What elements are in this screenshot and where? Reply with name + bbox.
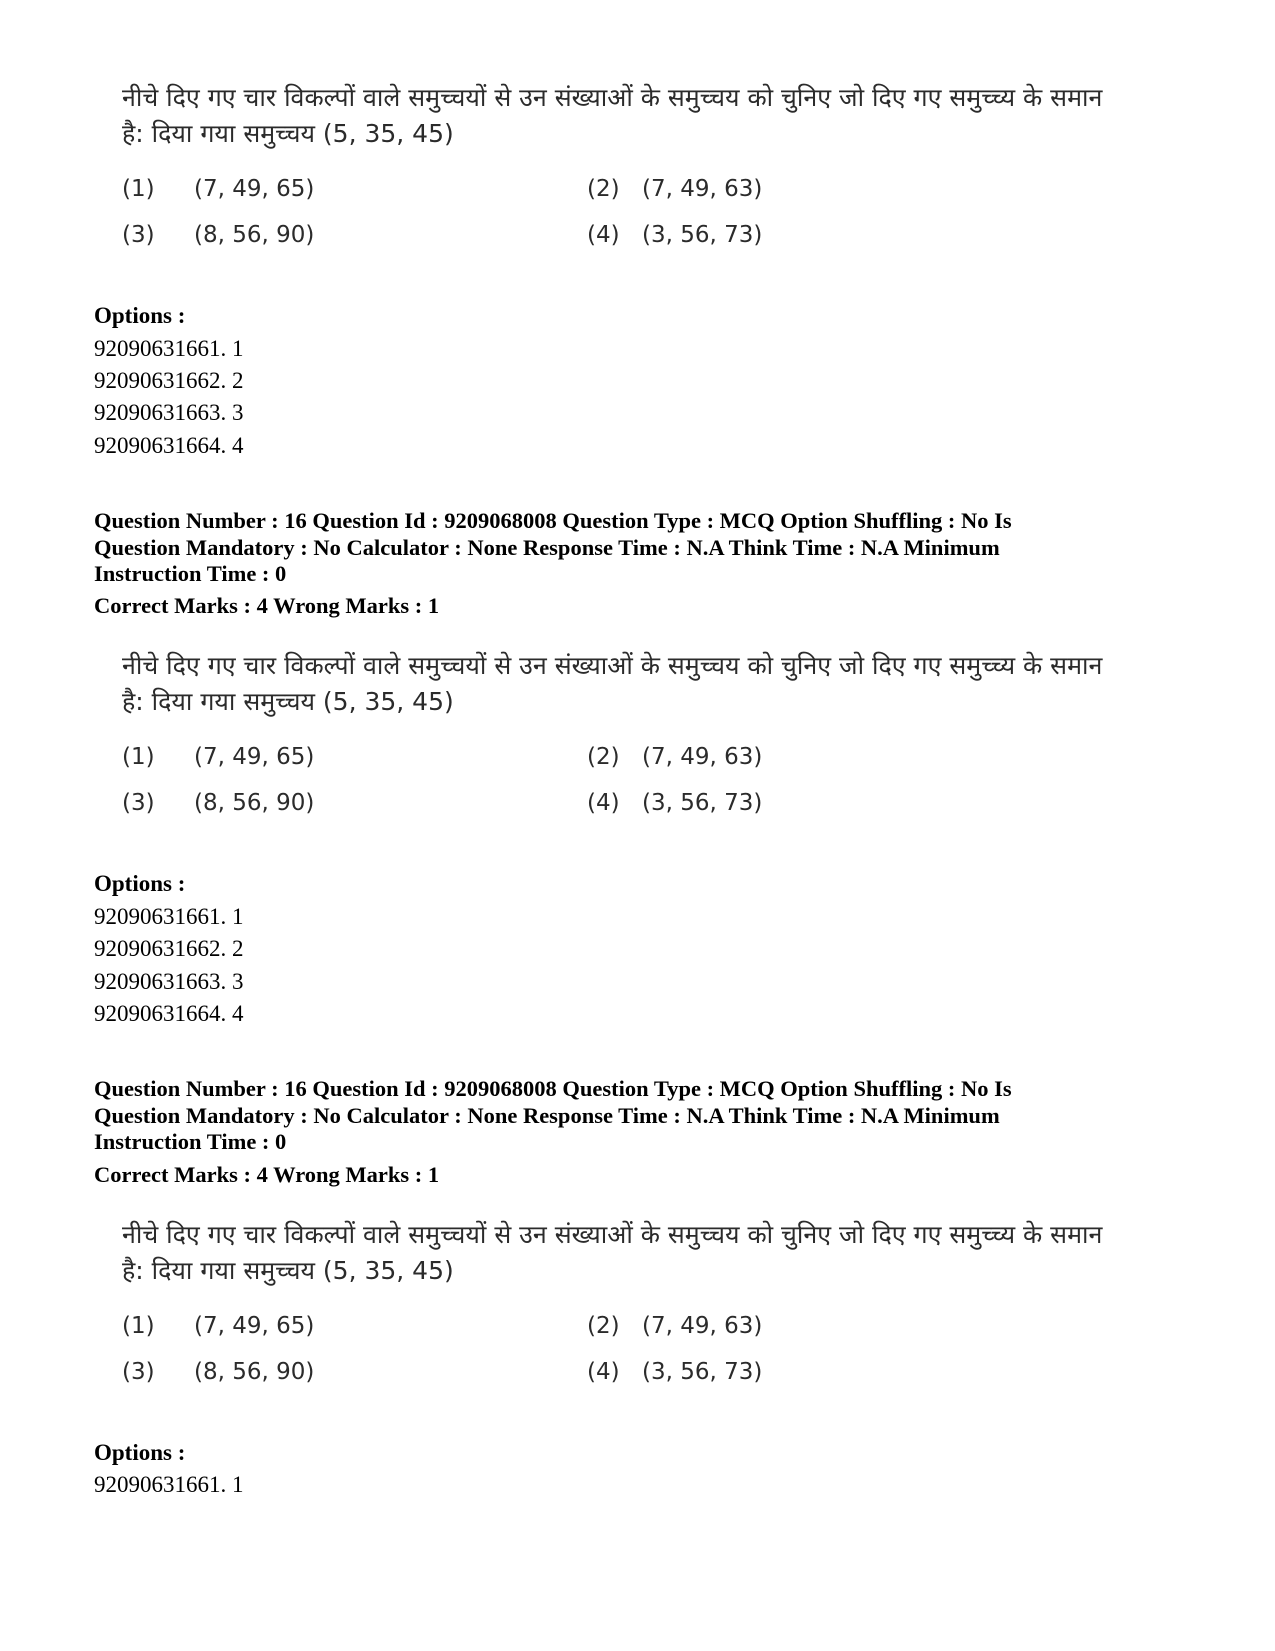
choice-value: (3, 56, 73) (642, 222, 763, 248)
choice-value: (7, 49, 65) (194, 1313, 315, 1339)
choice-grid (122, 1313, 1122, 1405)
choice-3 (122, 222, 314, 248)
question-marks: Correct Marks : 4 Wrong Marks : 1 (94, 593, 440, 618)
choice-number: (1) (122, 1313, 155, 1339)
choice-grid (122, 744, 1122, 836)
choice-number: (2) (587, 176, 620, 202)
question-image (122, 648, 1122, 836)
choice-grid (122, 176, 1122, 268)
choice-value: (7, 49, 63) (642, 1313, 763, 1339)
question-text: नीचे दिए गए चार विकल्पों वाले समुच्चयों से उन संख्याओं के समुच्चय को चुनिए जो दिए गए समुच्च्य के समान है: दिया गया समुच्चय (5, 35, 45) (122, 1220, 1103, 1285)
question-image (122, 1217, 1122, 1405)
options-label: Options : (94, 1440, 186, 1465)
choice-2 (587, 744, 762, 770)
choice-number: (3) (122, 222, 155, 248)
option-id: 92090631662. 2 (94, 936, 244, 961)
choice-4 (587, 790, 762, 816)
choice-value: (8, 56, 90) (194, 1359, 315, 1385)
choice-number: (3) (122, 790, 155, 816)
question-text: नीचे दिए गए चार विकल्पों वाले समुच्चयों से उन संख्याओं के समुच्चय को चुनिए जो दिए गए समुच्च्य के समान है: दिया गया समुच्चय (5, 35, 45) (122, 651, 1103, 716)
choice-value: (8, 56, 90) (194, 790, 315, 816)
choice-value: (8, 56, 90) (194, 222, 315, 248)
options-label: Options : (94, 871, 186, 896)
option-id: 92090631661. 1 (94, 336, 244, 361)
choice-number: (1) (122, 744, 155, 770)
question-meta: Question Number : 16 Question Id : 9209068008 Question Type : MCQ Option Shuffling : No Is Question Mandatory : No Calculator : None Response Time : N.A Think Time : N.A Minimum Instruction Time : 0 (94, 508, 1012, 586)
choice-number: (3) (122, 1359, 155, 1385)
question-meta: Question Number : 16 Question Id : 9209068008 Question Type : MCQ Option Shuffling : No Is Question Mandatory : No Calculator : None Response Time : N.A Think Time : N.A Minimum Instruction Time : 0 (94, 1076, 1012, 1154)
option-id: 92090631663. 3 (94, 400, 244, 425)
options-label: Options : (94, 303, 186, 328)
option-id: 92090631662. 2 (94, 368, 244, 393)
choice-number: (4) (587, 790, 620, 816)
choice-2 (587, 1313, 762, 1339)
option-id: 92090631661. 1 (94, 904, 244, 929)
choice-number: (1) (122, 176, 155, 202)
choice-number: (2) (587, 744, 620, 770)
choice-number: (2) (587, 1313, 620, 1339)
option-id: 92090631664. 4 (94, 433, 244, 458)
option-id: 92090631664. 4 (94, 1001, 244, 1026)
choice-number: (4) (587, 1359, 620, 1385)
question-text: नीचे दिए गए चार विकल्पों वाले समुच्चयों से उन संख्याओं के समुच्चय को चुनिए जो दिए गए समुच्च्य के समान है: दिया गया समुच्चय (5, 35, 45) (122, 83, 1103, 148)
option-id: 92090631661. 1 (94, 1472, 244, 1497)
question-image (122, 80, 1122, 268)
choice-value: (7, 49, 65) (194, 744, 315, 770)
choice-4 (587, 222, 762, 248)
choice-3 (122, 790, 314, 816)
choice-1 (122, 1313, 314, 1339)
choice-1 (122, 176, 314, 202)
choice-value: (3, 56, 73) (642, 790, 763, 816)
choice-value: (7, 49, 63) (642, 744, 763, 770)
choice-2 (587, 176, 762, 202)
choice-value: (3, 56, 73) (642, 1359, 763, 1385)
choice-value: (7, 49, 63) (642, 176, 763, 202)
choice-number: (4) (587, 222, 620, 248)
choice-4 (587, 1359, 762, 1385)
choice-value: (7, 49, 65) (194, 176, 315, 202)
choice-1 (122, 744, 314, 770)
question-marks: Correct Marks : 4 Wrong Marks : 1 (94, 1162, 440, 1187)
option-id: 92090631663. 3 (94, 969, 244, 994)
choice-3 (122, 1359, 314, 1385)
